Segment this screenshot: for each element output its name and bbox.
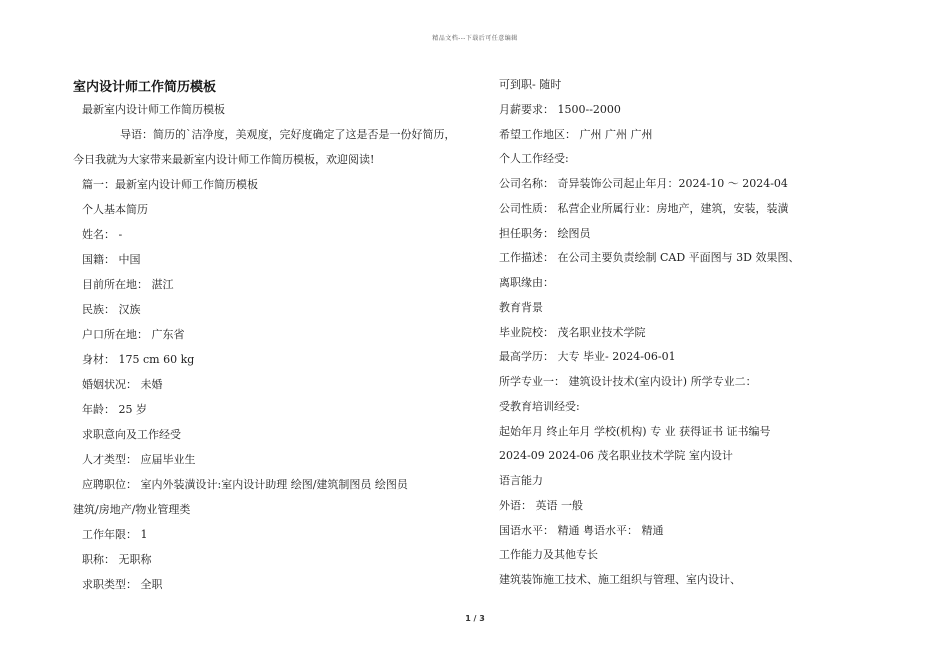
right-text-line: 公司名称： 奇异装饰公司起止年月：2024-10 ～ 2024-04: [499, 177, 788, 190]
left-text-line: 工作年限： 1: [82, 528, 148, 541]
right-text-line: 所学专业一： 建筑设计技术(室内设计) 所学专业二：: [499, 375, 757, 388]
right-text-line: 希望工作地区： 广州 广州 广州: [499, 128, 653, 141]
left-text-line: 目前所在地： 湛江: [82, 278, 174, 291]
page-number: 1 / 3: [465, 614, 485, 623]
right-text-line: 月薪要求： 1500--2000: [499, 103, 621, 116]
right-text-line: 离职缘由：: [499, 276, 554, 289]
right-text-line: 受教育培训经受:: [499, 400, 580, 413]
right-text-line: 语言能力: [499, 474, 543, 487]
left-text-line: 姓名： -: [82, 228, 123, 241]
left-text-line: 户口所在地： 广东省: [82, 328, 185, 341]
left-text-line: 篇一：最新室内设计师工作简历模板: [82, 178, 258, 191]
right-text-line: 可到职- 随时: [499, 78, 562, 91]
left-text-line: 职称： 无职称: [82, 553, 152, 566]
left-text-line: 婚姻状况： 未婚: [82, 378, 163, 391]
left-text-line: 民族： 汉族: [82, 303, 141, 316]
left-text-line: 建筑/房地产/物业管理类: [73, 503, 191, 516]
right-text-line: 工作描述： 在公司主要负责绘制 CAD 平面图与 3D 效果图、: [499, 251, 800, 264]
right-text-line: 建筑装饰施工技术、施工组织与管理、室内设计、: [499, 573, 741, 586]
document-title: 室内设计师工作简历模板: [73, 80, 217, 95]
right-text-line: 担任职务： 绘图员: [499, 227, 591, 240]
left-text-line: 个人基本简历: [82, 203, 148, 216]
left-text-line: 今日我就为大家带来最新室内设计师工作简历模板，欢迎阅读!: [73, 153, 375, 166]
left-text-line: 人才类型： 应届毕业生: [82, 453, 196, 466]
right-text-line: 个人工作经受:: [499, 152, 569, 165]
left-text-line: 身材： 175 cm 60 kg: [82, 353, 195, 366]
right-text-line: 教育背景: [499, 301, 543, 314]
right-text-line: 最高学历： 大专 毕业- 2024-06-01: [499, 350, 676, 363]
left-text-line: 求职意向及工作经受: [82, 428, 181, 441]
page-header-note: 精品文档---下载后可任意编辑: [432, 35, 518, 42]
right-text-line: 公司性质： 私营企业所属行业：房地产，建筑，安装，装潢: [499, 202, 789, 215]
left-text-line: 求职类型： 全职: [82, 578, 163, 591]
right-text-line: 起始年月 终止年月 学校(机构) 专 业 获得证书 证书编号: [499, 425, 771, 438]
right-text-line: 外语： 英语 一般: [499, 499, 583, 512]
left-text-line: 应聘职位： 室内外装潢设计:室内设计助理 绘图/建筑制图员 绘图员: [82, 478, 408, 491]
left-text-line: 国籍： 中国: [82, 253, 141, 266]
left-text-line: 年龄： 25 岁: [82, 403, 147, 416]
right-text-line: 2024-09 2024-06 茂名职业技术学院 室内设计: [499, 449, 733, 462]
right-text-line: 工作能力及其他专长: [499, 548, 598, 561]
left-text-line: 最新室内设计师工作简历模板: [82, 103, 225, 116]
right-text-line: 国语水平： 精通 粤语水平： 精通: [499, 524, 664, 537]
right-text-line: 毕业院校： 茂名职业技术学院: [499, 326, 646, 339]
left-text-line: 导语：简历的`洁净度，美观度，完好度确定了这是否是一份好简历，: [120, 128, 456, 141]
